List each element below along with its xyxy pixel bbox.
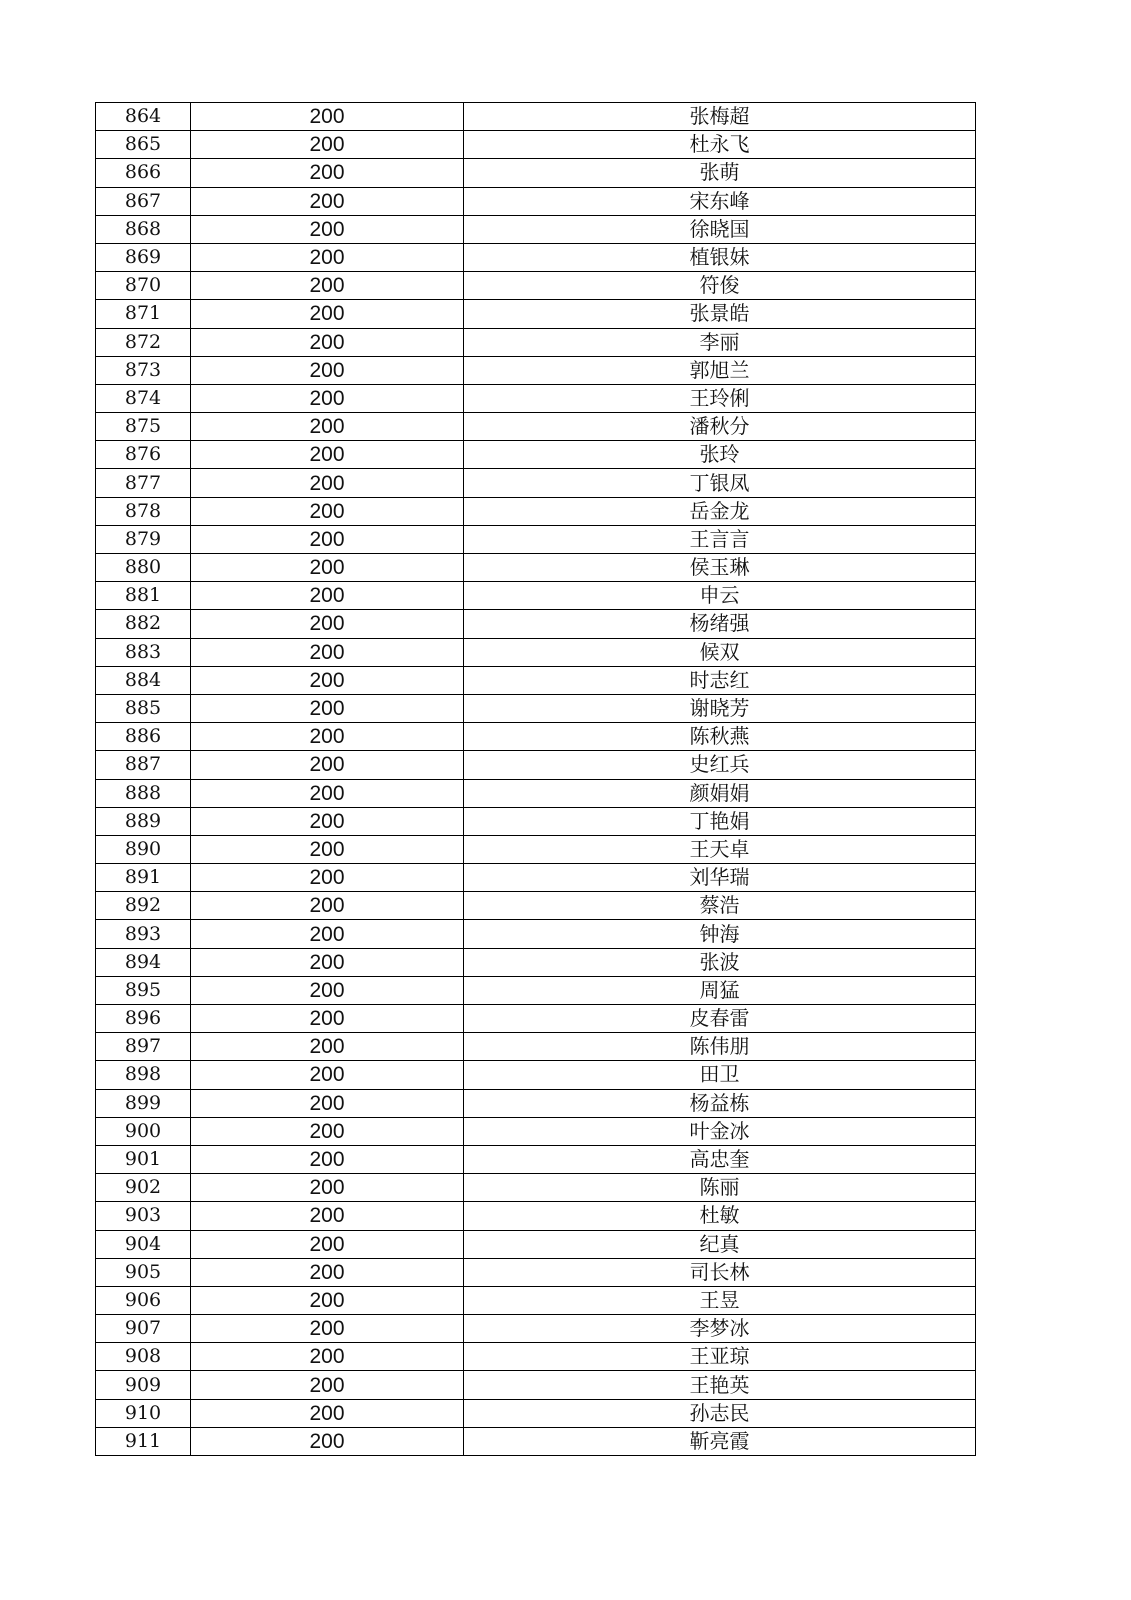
amount-cell: 200 [191,159,464,187]
row-number-cell: 909 [96,1371,191,1399]
name-cell: 李丽 [464,328,976,356]
row-number-cell: 884 [96,666,191,694]
table-row [96,356,976,384]
roster-table-body [96,103,976,1456]
amount-cell: 200 [191,328,464,356]
row-number-cell: 873 [96,356,191,384]
amount-cell: 200 [191,1315,464,1343]
amount-cell: 200 [191,864,464,892]
row-number-cell: 888 [96,779,191,807]
row-number-cell: 868 [96,215,191,243]
name-cell: 周猛 [464,976,976,1004]
roster-table [95,102,976,1456]
name-cell: 陈秋燕 [464,723,976,751]
amount-cell: 200 [191,1174,464,1202]
name-cell: 陈丽 [464,1174,976,1202]
name-cell: 孙志民 [464,1399,976,1427]
row-number-cell: 870 [96,272,191,300]
table-row [96,864,976,892]
name-cell: 张景皓 [464,300,976,328]
row-number-cell: 893 [96,920,191,948]
table-row [96,187,976,215]
name-cell: 王昱 [464,1286,976,1314]
name-cell: 时志红 [464,666,976,694]
amount-cell: 200 [191,610,464,638]
name-cell: 司长林 [464,1258,976,1286]
row-number-cell: 905 [96,1258,191,1286]
amount-cell: 200 [191,638,464,666]
name-cell: 纪真 [464,1230,976,1258]
row-number-cell: 897 [96,1033,191,1061]
name-cell: 史红兵 [464,751,976,779]
amount-cell: 200 [191,497,464,525]
amount-cell: 200 [191,892,464,920]
table-row [96,215,976,243]
row-number-cell: 878 [96,497,191,525]
table-row [96,159,976,187]
name-cell: 潘秋分 [464,413,976,441]
amount-cell: 200 [191,1427,464,1455]
name-cell: 杨益栋 [464,1089,976,1117]
table-row [96,413,976,441]
table-row [96,328,976,356]
amount-cell: 200 [191,243,464,271]
amount-cell: 200 [191,215,464,243]
table-row [96,666,976,694]
amount-cell: 200 [191,1286,464,1314]
name-cell: 谢晓芳 [464,694,976,722]
row-number-cell: 866 [96,159,191,187]
name-cell: 丁艳娟 [464,807,976,835]
table-row [96,243,976,271]
amount-cell: 200 [191,1230,464,1258]
name-cell: 张波 [464,948,976,976]
row-number-cell: 885 [96,694,191,722]
name-cell: 张玲 [464,441,976,469]
amount-cell: 200 [191,103,464,131]
table-row [96,1315,976,1343]
row-number-cell: 875 [96,413,191,441]
table-row [96,751,976,779]
row-number-cell: 882 [96,610,191,638]
amount-cell: 200 [191,384,464,412]
table-row [96,1427,976,1455]
table-row [96,1230,976,1258]
name-cell: 皮春雷 [464,1005,976,1033]
name-cell: 蔡浩 [464,892,976,920]
table-row [96,610,976,638]
row-number-cell: 907 [96,1315,191,1343]
table-row [96,948,976,976]
amount-cell: 200 [191,835,464,863]
name-cell: 张萌 [464,159,976,187]
amount-cell: 200 [191,1399,464,1427]
row-number-cell: 869 [96,243,191,271]
row-number-cell: 906 [96,1286,191,1314]
row-number-cell: 904 [96,1230,191,1258]
amount-cell: 200 [191,441,464,469]
name-cell: 王言言 [464,525,976,553]
name-cell: 岳金龙 [464,497,976,525]
table-row [96,131,976,159]
amount-cell: 200 [191,187,464,215]
row-number-cell: 879 [96,525,191,553]
row-number-cell: 886 [96,723,191,751]
name-cell: 申云 [464,582,976,610]
amount-cell: 200 [191,1343,464,1371]
amount-cell: 200 [191,554,464,582]
name-cell: 叶金冰 [464,1117,976,1145]
name-cell: 宋东峰 [464,187,976,215]
amount-cell: 200 [191,469,464,497]
row-number-cell: 899 [96,1089,191,1117]
row-number-cell: 864 [96,103,191,131]
row-number-cell: 881 [96,582,191,610]
table-row [96,1117,976,1145]
name-cell: 王艳英 [464,1371,976,1399]
table-row [96,384,976,412]
name-cell: 杜敏 [464,1202,976,1230]
row-number-cell: 889 [96,807,191,835]
row-number-cell: 867 [96,187,191,215]
table-row [96,582,976,610]
amount-cell: 200 [191,920,464,948]
table-row [96,1258,976,1286]
amount-cell: 200 [191,300,464,328]
table-row [96,976,976,1004]
amount-cell: 200 [191,751,464,779]
table-row [96,497,976,525]
table-row [96,807,976,835]
table-row [96,1005,976,1033]
name-cell: 丁银凤 [464,469,976,497]
name-cell: 候双 [464,638,976,666]
amount-cell: 200 [191,582,464,610]
amount-cell: 200 [191,1005,464,1033]
table-row [96,1033,976,1061]
name-cell: 陈伟朋 [464,1033,976,1061]
name-cell: 王玲俐 [464,384,976,412]
row-number-cell: 896 [96,1005,191,1033]
row-number-cell: 880 [96,554,191,582]
row-number-cell: 903 [96,1202,191,1230]
table-row [96,835,976,863]
table-row [96,892,976,920]
amount-cell: 200 [191,272,464,300]
amount-cell: 200 [191,666,464,694]
table-row [96,920,976,948]
name-cell: 李梦冰 [464,1315,976,1343]
name-cell: 颜娟娟 [464,779,976,807]
table-row [96,723,976,751]
table-row [96,1202,976,1230]
name-cell: 王亚琼 [464,1343,976,1371]
row-number-cell: 883 [96,638,191,666]
name-cell: 高忠奎 [464,1145,976,1173]
amount-cell: 200 [191,356,464,384]
row-number-cell: 898 [96,1061,191,1089]
name-cell: 杜永飞 [464,131,976,159]
table-row [96,272,976,300]
amount-cell: 200 [191,1117,464,1145]
row-number-cell: 872 [96,328,191,356]
row-number-cell: 877 [96,469,191,497]
row-number-cell: 891 [96,864,191,892]
row-number-cell: 901 [96,1145,191,1173]
amount-cell: 200 [191,694,464,722]
table-row [96,638,976,666]
name-cell: 徐晓国 [464,215,976,243]
amount-cell: 200 [191,1145,464,1173]
name-cell: 刘华瑞 [464,864,976,892]
row-number-cell: 876 [96,441,191,469]
amount-cell: 200 [191,1061,464,1089]
roster-table-container [95,102,975,1456]
row-number-cell: 910 [96,1399,191,1427]
table-row [96,1174,976,1202]
row-number-cell: 874 [96,384,191,412]
name-cell: 侯玉琳 [464,554,976,582]
amount-cell: 200 [191,1202,464,1230]
table-row [96,300,976,328]
table-row [96,779,976,807]
row-number-cell: 887 [96,751,191,779]
amount-cell: 200 [191,1371,464,1399]
table-row [96,103,976,131]
table-row [96,469,976,497]
name-cell: 郭旭兰 [464,356,976,384]
name-cell: 钟海 [464,920,976,948]
row-number-cell: 902 [96,1174,191,1202]
table-row [96,694,976,722]
row-number-cell: 865 [96,131,191,159]
table-row [96,1343,976,1371]
row-number-cell: 900 [96,1117,191,1145]
amount-cell: 200 [191,976,464,1004]
row-number-cell: 892 [96,892,191,920]
table-row [96,1371,976,1399]
row-number-cell: 911 [96,1427,191,1455]
table-row [96,525,976,553]
name-cell: 符俊 [464,272,976,300]
amount-cell: 200 [191,525,464,553]
amount-cell: 200 [191,807,464,835]
table-row [96,554,976,582]
name-cell: 植银妹 [464,243,976,271]
amount-cell: 200 [191,131,464,159]
table-row [96,1286,976,1314]
name-cell: 杨绪强 [464,610,976,638]
row-number-cell: 908 [96,1343,191,1371]
amount-cell: 200 [191,723,464,751]
row-number-cell: 890 [96,835,191,863]
name-cell: 田卫 [464,1061,976,1089]
table-row [96,441,976,469]
table-row [96,1399,976,1427]
amount-cell: 200 [191,1258,464,1286]
amount-cell: 200 [191,1033,464,1061]
row-number-cell: 871 [96,300,191,328]
amount-cell: 200 [191,413,464,441]
table-row [96,1089,976,1117]
table-row [96,1061,976,1089]
name-cell: 王天卓 [464,835,976,863]
row-number-cell: 895 [96,976,191,1004]
table-row [96,1145,976,1173]
name-cell: 张梅超 [464,103,976,131]
amount-cell: 200 [191,779,464,807]
name-cell: 靳亮霞 [464,1427,976,1455]
amount-cell: 200 [191,948,464,976]
amount-cell: 200 [191,1089,464,1117]
row-number-cell: 894 [96,948,191,976]
